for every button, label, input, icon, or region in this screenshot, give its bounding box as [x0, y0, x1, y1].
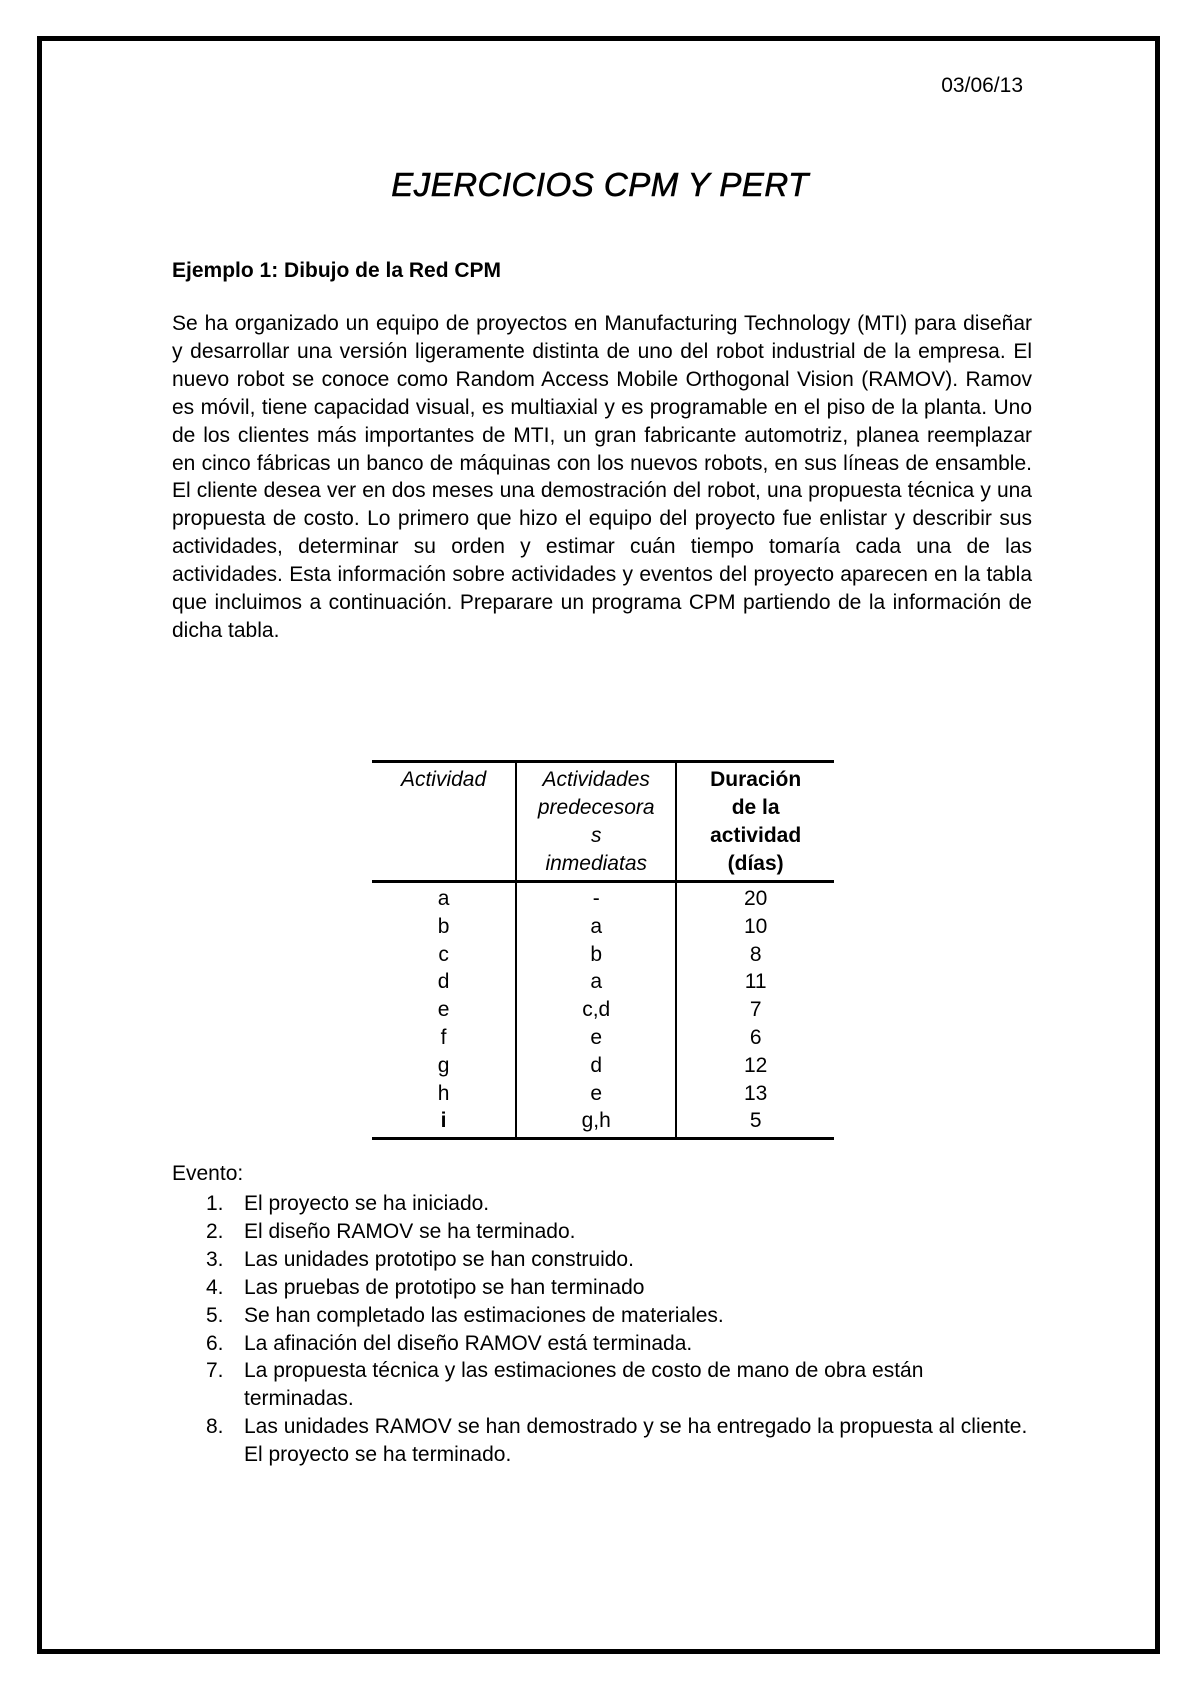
event-number: 3. [206, 1247, 224, 1271]
event-number: 8. [206, 1415, 224, 1439]
cell-activity: c [372, 941, 516, 969]
event-text: El diseño RAMOV se ha terminado. [244, 1219, 576, 1243]
cell-activity: a [372, 882, 516, 913]
cell-duration: 7 [749, 998, 762, 1022]
event-number: 7. [206, 1359, 224, 1383]
table-row [372, 941, 834, 969]
cell-predecessors: g,h [516, 1107, 676, 1138]
cell-duration: 10 [743, 914, 768, 938]
table-header-row [372, 762, 834, 882]
cell-duration: 11 [744, 970, 767, 994]
event-text: El proyecto se ha iniciado. [244, 1192, 490, 1215]
cell-predecessors: a [516, 968, 676, 996]
cell-duration: 12 [743, 1053, 768, 1077]
header-predecessors-line1: Actividades [542, 768, 650, 791]
cell-predecessors: c,d [516, 996, 676, 1024]
list-item [172, 1218, 1032, 1246]
cell-predecessors: b [516, 941, 676, 969]
table-row [372, 968, 834, 996]
cell-duration: 13 [743, 1081, 768, 1105]
cell-activity: d [372, 968, 516, 996]
event-text: La afinación del diseño RAMOV está terminada. [244, 1331, 693, 1355]
event-text: Las unidades RAMOV se han demostrado y se ha entregado la propuesta al cliente. El proyecto se ha terminado. [244, 1415, 1028, 1467]
event-number: 1. [206, 1192, 224, 1215]
header-duration [676, 762, 834, 882]
header-predecessors-line3: s [590, 824, 602, 847]
cell-activity: i [372, 1107, 516, 1138]
table-row [372, 1107, 834, 1138]
event-text: Las unidades prototipo se han construido. [244, 1247, 634, 1271]
cell-duration: 20 [743, 887, 768, 910]
events-list [172, 1190, 1032, 1469]
cell-activity: g [372, 1052, 516, 1080]
list-item [172, 1357, 1032, 1413]
cell-duration: 6 [749, 1025, 762, 1049]
list-item [172, 1190, 1032, 1218]
example-heading: Ejemplo 1: Dibujo de la Red CPM [172, 259, 502, 282]
cell-predecessors: e [516, 1024, 676, 1052]
list-item [172, 1302, 1032, 1330]
cell-activity: e [372, 996, 516, 1024]
document-title: EJERCICIOS CPM Y PERT [391, 166, 809, 203]
list-item [172, 1330, 1032, 1358]
cell-activity: f [372, 1024, 516, 1052]
cell-predecessors: e [516, 1080, 676, 1108]
header-predecessors [516, 762, 676, 882]
cell-predecessors: d [516, 1052, 676, 1080]
header-predecessors-line4: inmediatas [545, 852, 647, 875]
list-item [172, 1246, 1032, 1274]
header-activity [372, 762, 516, 882]
event-text: La propuesta técnica y las estimaciones de costo de mano de obra están terminadas. [244, 1359, 924, 1411]
table-row [372, 913, 834, 941]
intro-paragraph: Se ha organizado un equipo de proyectos en Manufacturing Technology (MTI) para diseñar y desarrollar una versión ligeramente distinta de uno del robot industrial de la empresa. El nuevo robot se conoce como Random Access Mobile Orthogonal Vision (RAMOV). Ramov es móvil, tiene capacidad visual, es multiaxial y es programable en el piso de la planta. Uno de los clientes más importantes de MTI, un gran fabricante automotriz, planea reemplazar en cinco fábricas un banco de máquinas con los nuevos robots, en sus líneas de ensamble. El cliente desea ver en dos meses una demostración del robot, una propuesta técnica y una propuesta de costo. Lo primero que hizo el equipo del proyecto fue enlistar y describir sus actividades, determinar su orden y estimar cuán tiempo tomaría cada una de las actividades. Esta información sobre actividades y eventos del proyecto aparecen en la tabla que incluimos a continuación. Preparare un programa CPM partiendo de la información de dicha tabla. [172, 312, 1032, 642]
header-duration-line4: (días) [727, 852, 784, 875]
cell-activity: h [372, 1080, 516, 1108]
table-row [372, 1052, 834, 1080]
table-row [372, 1024, 834, 1052]
events-label: Evento: [172, 1162, 244, 1185]
event-number: 4. [206, 1275, 224, 1299]
event-text: Las pruebas de prototipo se han terminado [244, 1275, 645, 1299]
header-activity-label: Actividad [400, 768, 487, 791]
cell-predecessors: a [516, 913, 676, 941]
header-duration-line1: Duración [710, 768, 802, 791]
table-row [372, 882, 834, 913]
event-number: 6. [206, 1331, 224, 1355]
event-text: Se han completado las estimaciones de materiales. [244, 1303, 724, 1327]
list-item [172, 1413, 1032, 1469]
cell-duration: 5 [749, 1109, 762, 1133]
cell-duration: 8 [749, 942, 762, 966]
table-row [372, 996, 834, 1024]
event-number: 2. [206, 1219, 224, 1243]
header-duration-line2: de la [731, 796, 780, 819]
event-number: 5. [206, 1303, 224, 1327]
cell-activity: b [372, 913, 516, 941]
document-date: 03/06/13 [941, 74, 1023, 97]
cell-predecessors: - [516, 882, 676, 913]
header-duration-line3: actividad [710, 824, 802, 847]
activity-table [372, 760, 834, 1140]
header-predecessors-line2: predecesora [537, 796, 655, 819]
list-item [172, 1274, 1032, 1302]
table-row [372, 1080, 834, 1108]
